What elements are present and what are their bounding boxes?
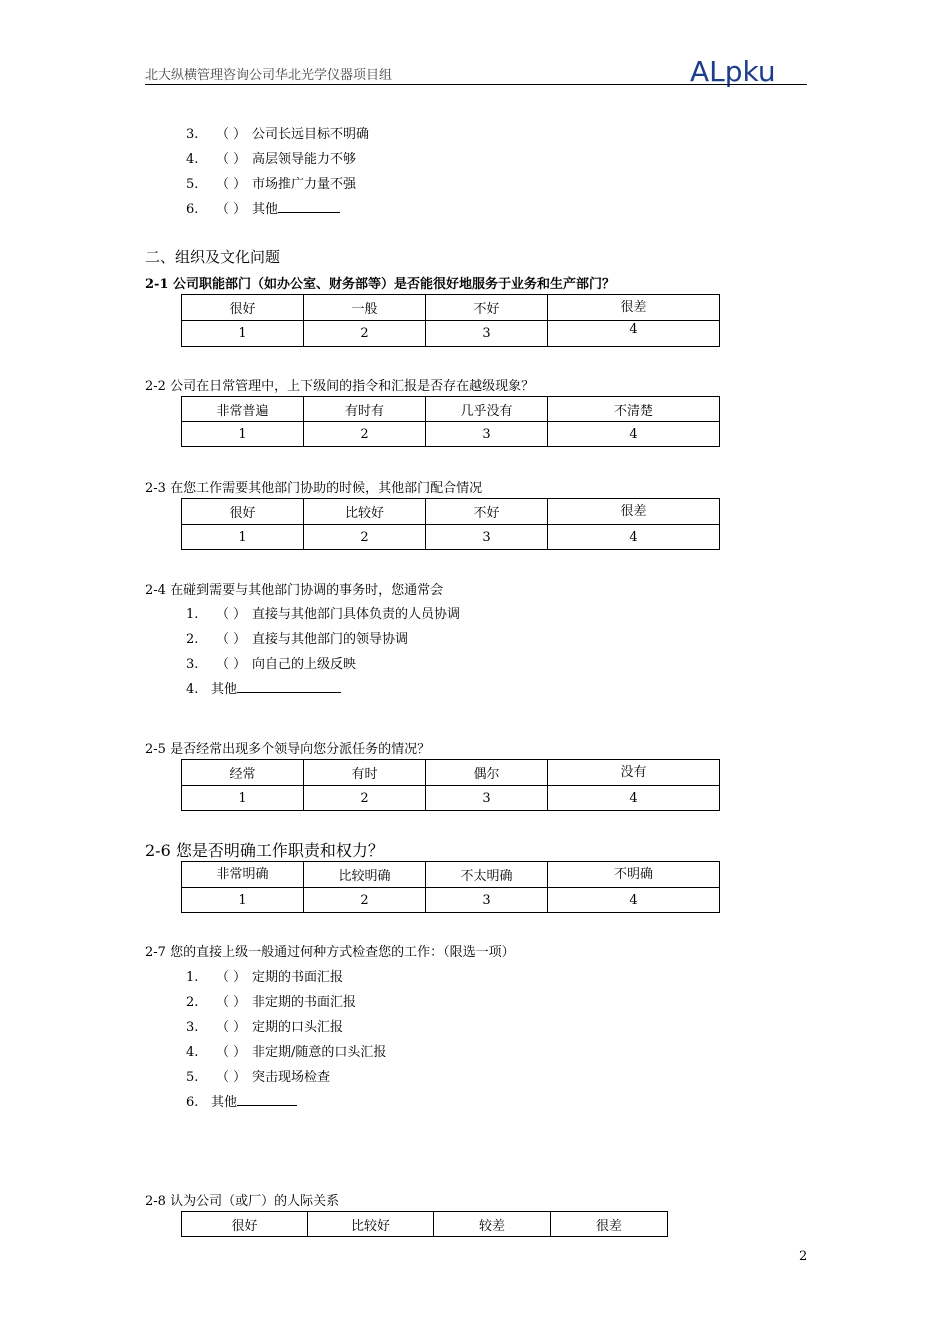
rating-value[interactable]: 3 bbox=[426, 321, 548, 347]
rating-header: 很差 bbox=[548, 499, 720, 525]
question-2-4: 2-4 在碰到需要与其他部门协调的事务时，您通常会 bbox=[145, 583, 444, 598]
question-2-1: 2-1 公司职能部门（如办公室、财务部等）是否能很好地服务于业务和生产部门？ bbox=[145, 277, 616, 292]
list-item: 6. （ ） 其他 bbox=[186, 198, 340, 217]
rating-header[interactable]: 很好 bbox=[182, 1212, 308, 1237]
rating-table-2-5 bbox=[181, 759, 720, 811]
question-2-5: 2-5 是否经常出现多个领导向您分派任务的情况？ bbox=[145, 742, 431, 757]
option-item[interactable]: 1. （ ） 直接与其他部门具体负责的人员协调 bbox=[186, 607, 461, 622]
answer-blank[interactable] bbox=[237, 1093, 297, 1106]
option-item[interactable]: 3. （ ） 向自己的上级反映 bbox=[186, 657, 357, 672]
page-number: 2 bbox=[799, 1249, 808, 1264]
rating-value[interactable]: 4 bbox=[548, 888, 720, 913]
question-2-8: 2-8 认为公司（或厂）的人际关系 bbox=[145, 1194, 340, 1209]
answer-blank[interactable] bbox=[237, 680, 341, 693]
rating-header: 不清楚 bbox=[548, 397, 720, 422]
rating-header[interactable]: 较差 bbox=[434, 1212, 551, 1237]
rating-header: 很好 bbox=[182, 499, 304, 525]
rating-value[interactable]: 3 bbox=[426, 525, 548, 550]
question-2-7: 2-7 您的直接上级一般通过何种方式检查您的工作：（限选一项） bbox=[145, 945, 515, 960]
option-item[interactable]: 4. （ ） 非定期/随意的口头汇报 bbox=[186, 1045, 387, 1060]
header-title: 北大纵横管理咨询公司华北光学仪器项目组 bbox=[145, 68, 393, 83]
rating-header[interactable]: 很差 bbox=[551, 1212, 668, 1237]
question-2-2: 2-2 公司在日常管理中，上下级间的指令和汇报是否存在越级现象？ bbox=[145, 379, 535, 394]
rating-value[interactable]: 1 bbox=[182, 321, 304, 347]
rating-value[interactable]: 1 bbox=[182, 786, 304, 811]
header-rule bbox=[145, 84, 807, 85]
question-2-3: 2-3 在您工作需要其他部门协助的时候，其他部门配合情况 bbox=[145, 481, 483, 496]
option-item[interactable]: 5. （ ） 突击现场检查 bbox=[186, 1070, 331, 1085]
rating-value[interactable]: 1 bbox=[182, 888, 304, 913]
rating-value[interactable]: 4 bbox=[548, 422, 720, 447]
rating-header: 几乎没有 bbox=[426, 397, 548, 422]
rating-header: 非常普遍 bbox=[182, 397, 304, 422]
rating-value[interactable]: 4 bbox=[548, 786, 720, 811]
rating-table-2-6 bbox=[181, 861, 720, 913]
rating-header: 不好 bbox=[426, 295, 548, 321]
rating-value[interactable]: 1 bbox=[182, 422, 304, 447]
rating-table-2-3 bbox=[181, 498, 720, 550]
list-item: 3. （ ） 公司长远目标不明确 bbox=[186, 127, 370, 142]
rating-value[interactable]: 3 bbox=[426, 422, 548, 447]
option-item[interactable]: 1. （ ） 定期的书面汇报 bbox=[186, 970, 344, 985]
logo-text: ALpku bbox=[690, 55, 776, 87]
rating-header: 不太明确 bbox=[426, 862, 548, 888]
rating-value[interactable]: 4 bbox=[548, 321, 720, 347]
rating-value[interactable]: 3 bbox=[426, 786, 548, 811]
rating-value[interactable]: 1 bbox=[182, 525, 304, 550]
list-item: 4. （ ） 高层领导能力不够 bbox=[186, 152, 357, 167]
rating-header: 经常 bbox=[182, 760, 304, 786]
rating-header: 有时有 bbox=[304, 397, 426, 422]
rating-header: 不好 bbox=[426, 499, 548, 525]
rating-value[interactable]: 4 bbox=[548, 525, 720, 550]
option-item[interactable]: 4. 其他 bbox=[186, 678, 341, 697]
rating-value[interactable]: 2 bbox=[304, 786, 426, 811]
rating-header: 一般 bbox=[304, 295, 426, 321]
rating-table-2-8 bbox=[181, 1211, 668, 1237]
rating-header: 有时 bbox=[304, 760, 426, 786]
rating-header: 很好 bbox=[182, 295, 304, 321]
rating-header: 偶尔 bbox=[426, 760, 548, 786]
rating-header: 没有 bbox=[548, 760, 720, 786]
rating-value[interactable]: 2 bbox=[304, 525, 426, 550]
list-item: 5. （ ） 市场推广力量不强 bbox=[186, 177, 357, 192]
option-item[interactable]: 3. （ ） 定期的口头汇报 bbox=[186, 1020, 344, 1035]
rating-header[interactable]: 比较好 bbox=[308, 1212, 434, 1237]
rating-table-2-2 bbox=[181, 396, 720, 447]
rating-value[interactable]: 2 bbox=[304, 321, 426, 347]
rating-header: 比较好 bbox=[304, 499, 426, 525]
rating-value[interactable]: 2 bbox=[304, 422, 426, 447]
company-logo bbox=[690, 55, 808, 85]
option-item[interactable]: 2. （ ） 直接与其他部门的领导协调 bbox=[186, 632, 409, 647]
question-2-6: 2-6 您是否明确工作职责和权力？ bbox=[145, 841, 384, 860]
option-item[interactable]: 2. （ ） 非定期的书面汇报 bbox=[186, 995, 357, 1010]
rating-header: 不明确 bbox=[548, 862, 720, 888]
rating-header: 很差 bbox=[548, 295, 720, 321]
option-item[interactable]: 6. 其他 bbox=[186, 1091, 297, 1110]
rating-value[interactable]: 2 bbox=[304, 888, 426, 913]
rating-table-2-1 bbox=[181, 294, 720, 347]
rating-header: 非常明确 bbox=[182, 862, 304, 888]
rating-value[interactable]: 3 bbox=[426, 888, 548, 913]
section-title: 二、组织及文化问题 bbox=[145, 248, 281, 266]
answer-blank[interactable] bbox=[278, 200, 340, 213]
rating-header: 比较明确 bbox=[304, 862, 426, 888]
